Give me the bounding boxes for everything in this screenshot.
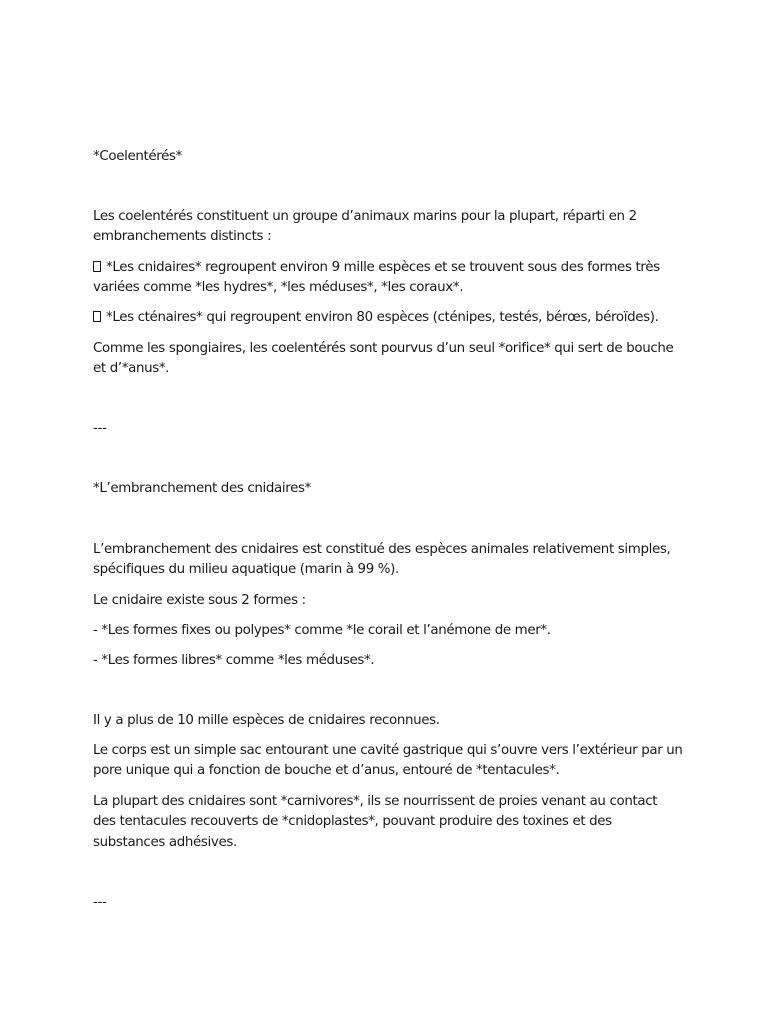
paragraph-embranchement: L’embranchement des cnidaires est constitué des espèces animales relativement simples, spécifiques du milieu aquatique (marin à 99 %). [93, 542, 671, 578]
separator: --- [93, 421, 107, 436]
section-heading-coelenteres: *Coelentérés* [93, 149, 182, 164]
paragraph-corps: Le corps est un simple sac entourant une cavité gastrique qui s’ouvre vers l’extérieur par un pore unique qui a fonction de bouche et d’anus, entouré de *tentacules*. [93, 743, 683, 779]
closing-paragraph: Comme les spongiaires, les coelentérés sont pourvus d’un seul *orifice* qui sert de bouche et d’*anus*. [93, 341, 674, 377]
paragraph-especes: Il y a plus de 10 mille espèces de cnidaires reconnues. [93, 713, 440, 728]
bullet-text-ctenaires: *Les cténaires* qui regroupent environ 80 espèces (cténipes, testés, bérœs, béroïdes). [106, 310, 659, 325]
list-item-formes-fixes: - *Les formes fixes ou polypes* comme *le corail et l’anémone de mer*. [93, 623, 551, 638]
list-item-formes-libres: - *Les formes libres* comme *les méduses*. [93, 653, 375, 668]
missing-glyph-bullet-icon [93, 261, 101, 272]
bullet-item-cnidaires [93, 258, 683, 299]
bullet-item-ctenaires [93, 308, 683, 328]
intro-paragraph: Les coelentérés constituent un groupe d’animaux marins pour la plupart, réparti en 2 embranchements distincts : [93, 209, 637, 245]
separator: --- [93, 895, 107, 910]
bullet-text-cnidaires: *Les cnidaires* regroupent environ 9 mille espèces et se trouvent sous des formes très variées comme *les hydres*, *les méduses*, *les coraux*. [93, 260, 660, 296]
missing-glyph-bullet-icon [93, 311, 101, 322]
paragraph-deux-formes: Le cnidaire existe sous 2 formes : [93, 593, 306, 608]
paragraph-carnivores: La plupart des cnidaires sont *carnivores*, ils se nourrissent de proies venant au contact des tentacules recouverts de *cnidoplastes*, pouvant produire des toxines et des substances adhésives. [93, 794, 658, 850]
section-heading-cnidaires: *L’embranchement des cnidaires* [93, 481, 311, 496]
